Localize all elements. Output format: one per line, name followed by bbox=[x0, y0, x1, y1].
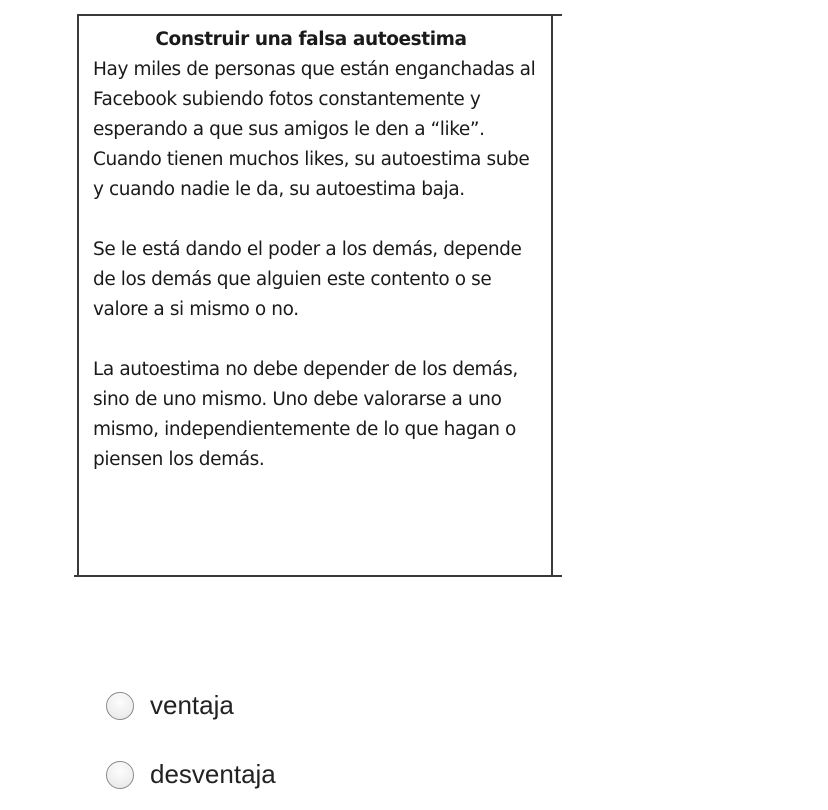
answer-option-label: desventaja bbox=[150, 759, 276, 789]
document-paragraph: Hay miles de personas que están enganchadas al Facebook subiendo fotos constantemente y esperando a que sus amigos le den a “like”. Cuando tienen muchos likes, su autoestima sube y cuando nadie le da, su autoestima baja. bbox=[93, 59, 536, 200]
document-text bbox=[93, 25, 543, 475]
answer-option-desventaja[interactable] bbox=[106, 759, 276, 790]
document-title: Construir una falsa autoestima bbox=[155, 29, 467, 50]
frame-edge-mark bbox=[74, 575, 79, 577]
document-paragraph: Se le está dando el poder a los demás, depende de los demás que alguien este contento o se valore a si mismo o no. bbox=[93, 239, 522, 320]
document-paragraph: La autoestima no debe depender de los demás, sino de uno mismo. Uno debe valorarse a uno mismo, independientemente de lo que hagan o piensen los demás. bbox=[93, 359, 518, 470]
frame-edge-mark bbox=[553, 575, 562, 577]
answer-option-ventaja[interactable] bbox=[106, 690, 234, 721]
frame-edge-mark bbox=[553, 14, 562, 16]
radio-button[interactable] bbox=[106, 761, 134, 789]
radio-button[interactable] bbox=[106, 692, 134, 720]
answer-option-label: ventaja bbox=[150, 690, 234, 720]
